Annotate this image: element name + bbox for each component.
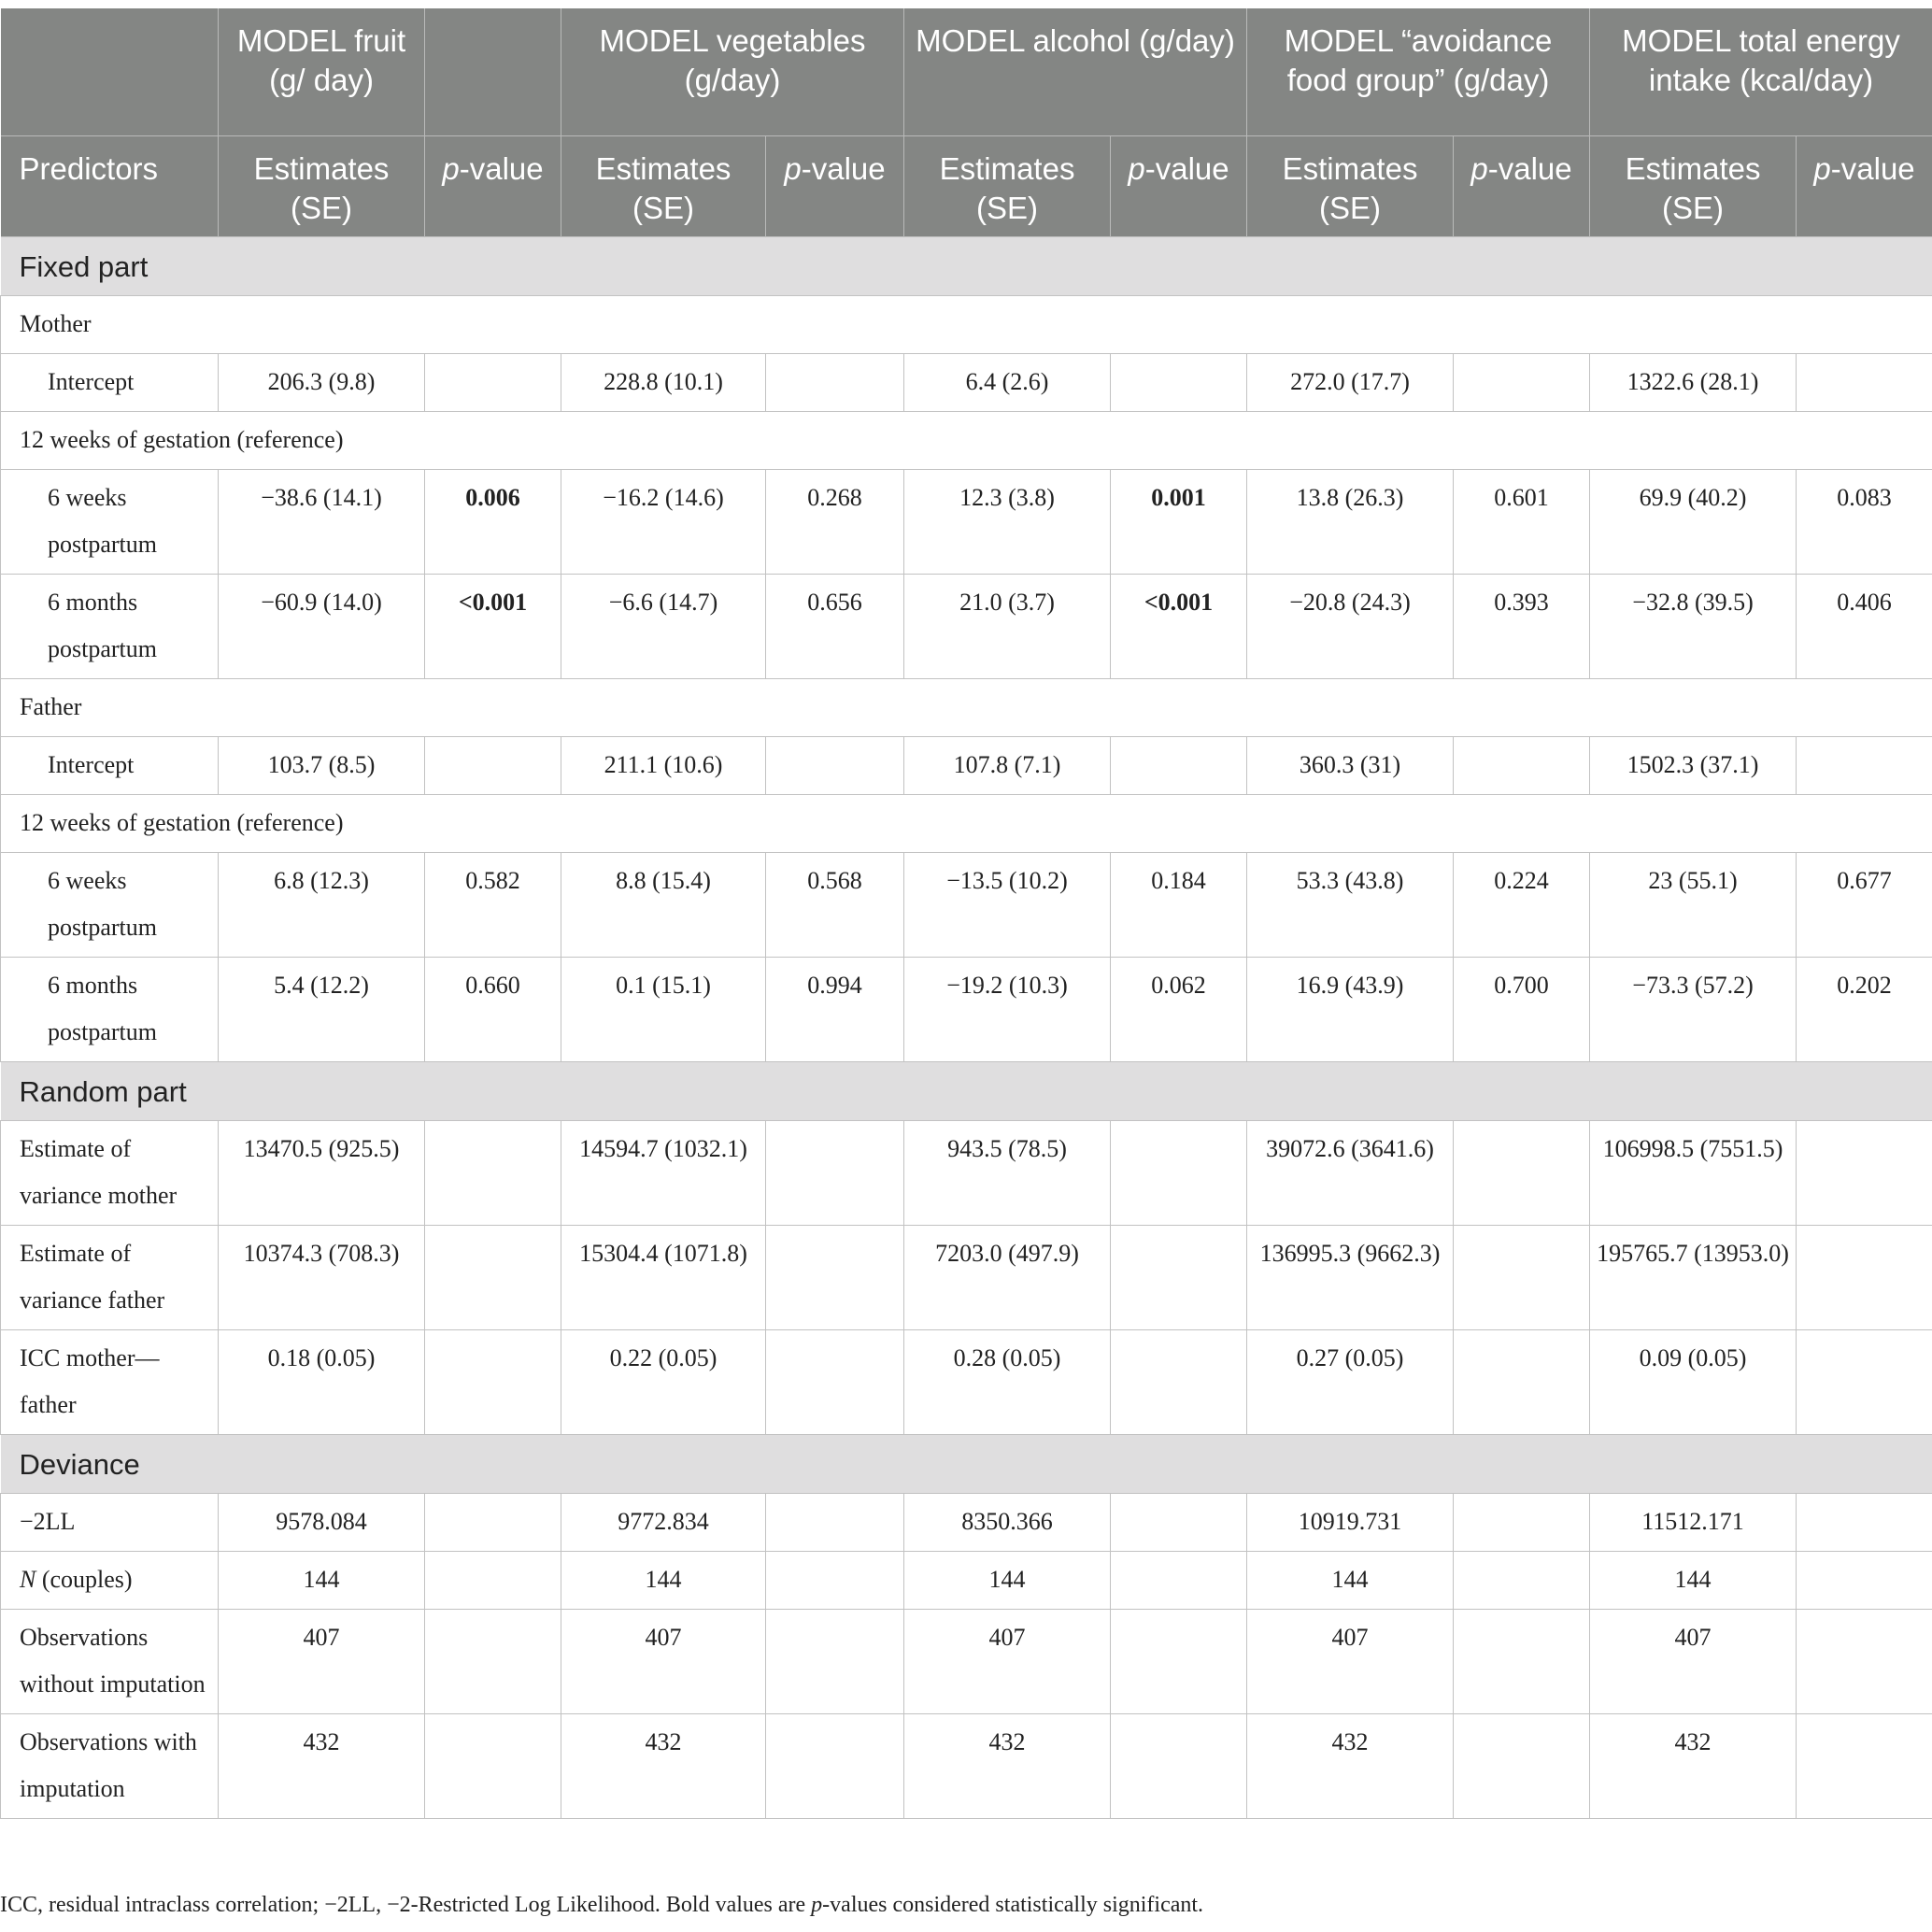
value-cell: 432 (561, 1713, 766, 1818)
estimate-cell: 943.5 (78.5) (904, 1120, 1111, 1225)
table-row (1, 1329, 1932, 1434)
header-estimates: Estimates (SE) (219, 135, 425, 236)
header-empty-cell (1, 8, 219, 135)
model-header-row (1, 8, 1932, 135)
value-cell: 9578.084 (219, 1493, 425, 1551)
p-value-cell (1797, 1493, 1932, 1551)
row-label: −2LL (1, 1493, 219, 1551)
p-value-cell (1111, 1609, 1247, 1713)
group-row-father (1, 678, 1932, 736)
p-value-cell (766, 736, 904, 794)
p-value-cell: 0.582 (425, 852, 561, 957)
estimate-cell: 136995.3 (9662.3) (1247, 1225, 1454, 1329)
estimate-cell: 272.0 (17.7) (1247, 353, 1454, 411)
section-title: Fixed part (1, 236, 1932, 295)
table-footnote: ICC, residual intraclass correlation; −2LL, −2-Restricted Log Likelihood. Bold values are p-values considered statistically significant. (0, 1893, 1204, 1917)
p-value-cell (1111, 353, 1247, 411)
header-p-value: p-value (1454, 135, 1590, 236)
p-value-cell (425, 1551, 561, 1609)
row-label: Estimate of variance father (1, 1225, 219, 1329)
p-value-cell (425, 1609, 561, 1713)
p-value-cell: <0.001 (425, 574, 561, 678)
estimate-cell: 206.3 (9.8) (219, 353, 425, 411)
p-value-cell (1111, 1493, 1247, 1551)
table-row (1, 957, 1932, 1061)
p-value-cell (766, 1551, 904, 1609)
p-value-cell: 0.224 (1454, 852, 1590, 957)
header-p-value: p-value (1111, 135, 1247, 236)
p-value-cell (766, 1120, 904, 1225)
p-value-cell (766, 1609, 904, 1713)
section-title: Random part (1, 1061, 1932, 1120)
header-estimates: Estimates (SE) (561, 135, 766, 236)
table-row (1, 574, 1932, 678)
p-value-cell (766, 1493, 904, 1551)
p-value-cell: 0.184 (1111, 852, 1247, 957)
value-cell: 407 (1590, 1609, 1797, 1713)
row-label: ICC mother—father (1, 1329, 219, 1434)
row-label: N (couples) (1, 1551, 219, 1609)
p-value-cell: 0.660 (425, 957, 561, 1061)
value-cell: 144 (904, 1551, 1111, 1609)
table-row (1, 1713, 1932, 1818)
p-value-cell (1454, 1609, 1590, 1713)
estimate-cell: 21.0 (3.7) (904, 574, 1111, 678)
header-estimates: Estimates (SE) (1247, 135, 1454, 236)
table-row (1, 1609, 1932, 1713)
table-row (1, 1551, 1932, 1609)
estimate-cell: −6.6 (14.7) (561, 574, 766, 678)
header-predictors: Predictors (1, 135, 219, 236)
row-label: 6 months postpartum (1, 957, 219, 1061)
p-value-cell (1797, 1120, 1932, 1225)
estimate-cell: 195765.7 (13953.0) (1590, 1225, 1797, 1329)
p-value-cell (766, 1329, 904, 1434)
estimate-cell: 53.3 (43.8) (1247, 852, 1454, 957)
p-value-cell (425, 1493, 561, 1551)
estimate-cell: 15304.4 (1071.8) (561, 1225, 766, 1329)
p-value-cell (766, 1225, 904, 1329)
p-value-cell: 0.677 (1797, 852, 1932, 957)
p-value-cell (1454, 1713, 1590, 1818)
estimate-cell: 16.9 (43.9) (1247, 957, 1454, 1061)
estimate-cell: 10374.3 (708.3) (219, 1225, 425, 1329)
estimate-cell: 6.4 (2.6) (904, 353, 1111, 411)
estimate-cell: −19.2 (10.3) (904, 957, 1111, 1061)
p-value-cell: <0.001 (1111, 574, 1247, 678)
value-cell: 432 (904, 1713, 1111, 1818)
estimate-cell: 13470.5 (925.5) (219, 1120, 425, 1225)
p-value-cell (1797, 1225, 1932, 1329)
section-row-random (1, 1061, 1932, 1120)
estimate-cell: 8.8 (15.4) (561, 852, 766, 957)
p-value-cell (1797, 1329, 1932, 1434)
estimate-cell: 0.18 (0.05) (219, 1329, 425, 1434)
estimate-cell: −32.8 (39.5) (1590, 574, 1797, 678)
header-p-value: p-value (1797, 135, 1932, 236)
header-model-alcohol: MODEL alcohol (g/day) (904, 8, 1247, 135)
p-value-cell: 0.601 (1454, 469, 1590, 574)
value-cell: 432 (1247, 1713, 1454, 1818)
table-row (1, 736, 1932, 794)
estimate-cell: 0.27 (0.05) (1247, 1329, 1454, 1434)
header-p-value: p-value (425, 135, 561, 236)
subheader-row (1, 135, 1932, 236)
estimate-cell: 360.3 (31) (1247, 736, 1454, 794)
header-model-fruit: MODEL fruit (g/ day) (219, 8, 425, 135)
row-label: Intercept (1, 736, 219, 794)
estimate-cell: 0.22 (0.05) (561, 1329, 766, 1434)
estimate-cell: 228.8 (10.1) (561, 353, 766, 411)
estimate-cell: 103.7 (8.5) (219, 736, 425, 794)
value-cell: 144 (1247, 1551, 1454, 1609)
row-label: Estimate of variance mother (1, 1120, 219, 1225)
p-value-cell (1454, 353, 1590, 411)
estimate-cell: −20.8 (24.3) (1247, 574, 1454, 678)
estimate-cell: 107.8 (7.1) (904, 736, 1111, 794)
p-value-cell (1111, 1551, 1247, 1609)
p-value-cell (1111, 1329, 1247, 1434)
value-cell: 144 (219, 1551, 425, 1609)
p-value-cell: 0.083 (1797, 469, 1932, 574)
group-row-reference (1, 794, 1932, 852)
p-value-cell (425, 353, 561, 411)
table-row (1, 1225, 1932, 1329)
estimate-cell: 7203.0 (497.9) (904, 1225, 1111, 1329)
group-row-mother (1, 295, 1932, 353)
estimate-cell: 1322.6 (28.1) (1590, 353, 1797, 411)
p-value-cell: 0.568 (766, 852, 904, 957)
estimate-cell: −13.5 (10.2) (904, 852, 1111, 957)
p-value-cell: 0.268 (766, 469, 904, 574)
estimate-cell: 1502.3 (37.1) (1590, 736, 1797, 794)
value-cell: 144 (561, 1551, 766, 1609)
p-value-cell (425, 1225, 561, 1329)
p-value-cell: 0.994 (766, 957, 904, 1061)
section-row-fixed (1, 236, 1932, 295)
estimate-cell: 106998.5 (7551.5) (1590, 1120, 1797, 1225)
header-empty-cell (425, 8, 561, 135)
row-label: 6 weeks postpartum (1, 469, 219, 574)
estimate-cell: 13.8 (26.3) (1247, 469, 1454, 574)
header-p-value: p-value (766, 135, 904, 236)
estimate-cell: −16.2 (14.6) (561, 469, 766, 574)
p-value-cell: 0.202 (1797, 957, 1932, 1061)
p-value-cell (1454, 736, 1590, 794)
estimate-cell: 5.4 (12.2) (219, 957, 425, 1061)
table-row (1, 1493, 1932, 1551)
group-label: 12 weeks of gestation (reference) (1, 794, 1932, 852)
estimate-cell: 0.28 (0.05) (904, 1329, 1111, 1434)
results-table (0, 8, 1932, 1819)
p-value-cell (766, 353, 904, 411)
p-value-cell (425, 1120, 561, 1225)
estimate-cell: 39072.6 (3641.6) (1247, 1120, 1454, 1225)
p-value-cell: 0.062 (1111, 957, 1247, 1061)
header-estimates: Estimates (SE) (1590, 135, 1797, 236)
table-row (1, 1120, 1932, 1225)
row-label: 6 weeks postpartum (1, 852, 219, 957)
value-cell: 9772.834 (561, 1493, 766, 1551)
value-cell: 8350.366 (904, 1493, 1111, 1551)
header-model-avoidance: MODEL “avoidance food group” (g/day) (1247, 8, 1590, 135)
p-value-cell (1111, 1225, 1247, 1329)
header-estimates: Estimates (SE) (904, 135, 1111, 236)
p-value-cell (1111, 736, 1247, 794)
value-cell: 407 (219, 1609, 425, 1713)
estimate-cell: 12.3 (3.8) (904, 469, 1111, 574)
row-label: 6 months postpartum (1, 574, 219, 678)
row-label: Observations without imputation (1, 1609, 219, 1713)
value-cell: 407 (561, 1609, 766, 1713)
estimate-cell: −38.6 (14.1) (219, 469, 425, 574)
p-value-cell (425, 1329, 561, 1434)
section-title: Deviance (1, 1434, 1932, 1493)
value-cell: 407 (904, 1609, 1111, 1713)
p-value-cell (1454, 1493, 1590, 1551)
p-value-cell (1454, 1225, 1590, 1329)
estimate-cell: 69.9 (40.2) (1590, 469, 1797, 574)
p-value-cell: 0.406 (1797, 574, 1932, 678)
group-label: Mother (1, 295, 1932, 353)
row-label: Intercept (1, 353, 219, 411)
estimate-cell: 14594.7 (1032.1) (561, 1120, 766, 1225)
p-value-cell (1797, 736, 1932, 794)
estimate-cell: 0.1 (15.1) (561, 957, 766, 1061)
p-value-cell (1797, 1713, 1932, 1818)
estimate-cell: −73.3 (57.2) (1590, 957, 1797, 1061)
p-value-cell (425, 1713, 561, 1818)
value-cell: 11512.171 (1590, 1493, 1797, 1551)
p-value-cell: 0.001 (1111, 469, 1247, 574)
p-value-cell: 0.656 (766, 574, 904, 678)
value-cell: 407 (1247, 1609, 1454, 1713)
value-cell: 432 (1590, 1713, 1797, 1818)
table-row (1, 469, 1932, 574)
section-row-deviance (1, 1434, 1932, 1493)
p-value-cell (1797, 1551, 1932, 1609)
estimate-cell: 23 (55.1) (1590, 852, 1797, 957)
value-cell: 432 (219, 1713, 425, 1818)
header-model-energy: MODEL total energy intake (kcal/day) (1590, 8, 1932, 135)
row-label: Observations with imputation (1, 1713, 219, 1818)
group-label: Father (1, 678, 1932, 736)
table-row (1, 353, 1932, 411)
header-model-vegetables: MODEL vegetables (g/day) (561, 8, 904, 135)
value-cell: 144 (1590, 1551, 1797, 1609)
table-row (1, 852, 1932, 957)
estimate-cell: 211.1 (10.6) (561, 736, 766, 794)
p-value-cell (1111, 1713, 1247, 1818)
p-value-cell (1454, 1120, 1590, 1225)
p-value-cell: 0.393 (1454, 574, 1590, 678)
p-value-cell (425, 736, 561, 794)
p-value-cell: 0.006 (425, 469, 561, 574)
p-value-cell (766, 1713, 904, 1818)
p-value-cell (1797, 353, 1932, 411)
p-value-cell (1454, 1329, 1590, 1434)
p-value-cell (1797, 1609, 1932, 1713)
group-row-reference (1, 411, 1932, 469)
estimate-cell: 6.8 (12.3) (219, 852, 425, 957)
value-cell: 10919.731 (1247, 1493, 1454, 1551)
p-value-cell (1454, 1551, 1590, 1609)
group-label: 12 weeks of gestation (reference) (1, 411, 1932, 469)
p-value-cell (1111, 1120, 1247, 1225)
estimate-cell: 0.09 (0.05) (1590, 1329, 1797, 1434)
estimate-cell: −60.9 (14.0) (219, 574, 425, 678)
p-value-cell: 0.700 (1454, 957, 1590, 1061)
